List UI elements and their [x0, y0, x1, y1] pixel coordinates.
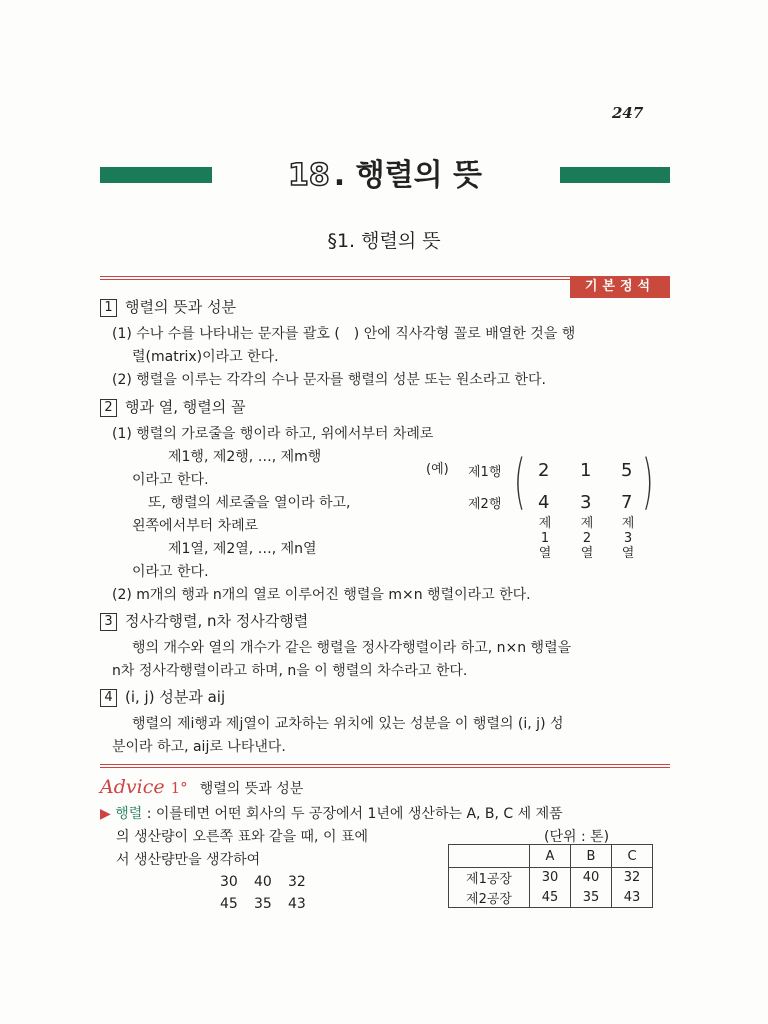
item1-heading-text: 행렬의 뜻과 성분	[125, 298, 236, 316]
section-title: §1. 행렬의 뜻	[327, 230, 441, 252]
item4-line2: 분이라 하고, aij로 나타낸다.	[112, 739, 286, 755]
table-cell: 30	[530, 868, 571, 888]
column-label-2	[577, 516, 597, 561]
example-label: (예)	[426, 462, 449, 477]
matrix-cell: 1	[580, 460, 592, 481]
item3-heading	[100, 610, 308, 631]
row-label-2: 제2행	[468, 497, 502, 512]
item1-line1: (1) 수나 수를 나타내는 문자를 괄호 ( ) 안에 직사각형 꼴로 배열한 것을 행	[112, 326, 576, 342]
chapter-bar-right	[560, 167, 670, 183]
item4-heading	[100, 686, 225, 707]
item2-line8: (2) m개의 행과 n개의 열로 이루어진 행렬을 m×n 행렬이라고 한다.	[112, 587, 531, 603]
item2-line4: 또, 행렬의 세로줄을 열이라 하고,	[148, 495, 351, 511]
chapter-bar-left	[100, 167, 212, 183]
item1-line3: (2) 행렬을 이루는 각각의 수나 문자를 행렬의 성분 또는 원소라고 한다.	[112, 372, 546, 388]
column-label-part: 열	[580, 546, 594, 561]
table-cell: 32	[612, 868, 653, 888]
table-header-cell: A	[530, 845, 571, 868]
column-label-part: 제	[621, 516, 635, 531]
matrix-cell: 5	[621, 460, 633, 481]
item4-heading-text: (i, j) 성분과 aij	[125, 688, 226, 706]
item3-heading-text: 정사각행렬, n차 정사각행렬	[125, 612, 309, 630]
item1-heading	[100, 296, 236, 317]
item2-line5: 왼쪽에서부터 차례로	[132, 518, 259, 534]
matrix-cell: 3	[580, 492, 592, 513]
number-cell: 35	[254, 896, 272, 912]
unit-label: (단위 : 톤)	[544, 829, 610, 845]
advice-keyword: 행렬	[115, 806, 143, 822]
item3-number: 3	[100, 613, 117, 631]
table-header-cell	[449, 845, 530, 868]
number-cell: 43	[288, 896, 306, 912]
number-cell: 45	[220, 896, 238, 912]
column-label-part: 1	[540, 531, 550, 546]
number-cell: 30	[220, 874, 238, 890]
item2-line3: 이라고 한다.	[132, 472, 209, 488]
advice-line1-text: : 이를테면 어떤 회사의 두 공장에서 1년에 생산하는 A, B, C 세 제품	[142, 806, 563, 822]
bottom-rule	[100, 764, 670, 768]
item2-line2: 제1행, 제2행, …, 제m행	[168, 449, 322, 465]
basic-formula-badge: 기본정석	[570, 276, 670, 298]
advice-title	[100, 776, 303, 798]
column-label-1	[535, 516, 555, 561]
table-cell: 35	[571, 887, 612, 908]
production-table	[448, 844, 653, 908]
item2-line1: (1) 행렬의 가로줄을 행이라 하고, 위에서부터 차례로	[112, 426, 434, 442]
item2-line7: 이라고 한다.	[132, 564, 209, 580]
item2-heading-text: 행과 열, 행렬의 꼴	[125, 398, 246, 416]
advice-number: 1°	[170, 779, 188, 797]
item1-line2: 렬(matrix)이라고 한다.	[132, 349, 279, 365]
table-cell: 45	[530, 887, 571, 908]
matrix-right-paren: )	[641, 447, 654, 517]
advice-heading: 행렬의 뜻과 성분	[199, 781, 304, 797]
column-label-part: 열	[538, 546, 552, 561]
advice-line1	[100, 803, 563, 823]
advice-label: Advice	[100, 776, 165, 798]
column-label-part: 제	[538, 516, 552, 531]
numbers-row-1	[220, 874, 306, 890]
table-cell: 43	[612, 887, 653, 908]
table-header-row	[449, 845, 653, 868]
item3-line2: n차 정사각행렬이라고 하며, n을 이 행렬의 차수라고 한다.	[112, 663, 468, 679]
number-cell: 32	[288, 874, 306, 890]
matrix-left-paren: (	[513, 447, 526, 517]
numbers-row-2	[220, 896, 306, 912]
triangle-bullet-icon: ▶	[100, 806, 111, 822]
item3-line1: 행의 개수와 열의 개수가 같은 행렬을 정사각행렬이라 하고, n×n 행렬을	[132, 640, 572, 656]
column-label-part: 제	[580, 516, 594, 531]
column-label-part: 3	[623, 531, 633, 546]
table-cell: 제2공장	[449, 887, 530, 908]
matrix-cell: 2	[538, 460, 550, 481]
matrix-cell: 4	[538, 492, 550, 513]
item2-line6: 제1열, 제2열, …, 제n열	[168, 541, 317, 557]
item2-number: 2	[100, 399, 117, 417]
advice-line2: 의 생산량이 오른쪽 표와 같을 때, 이 표에	[116, 829, 368, 845]
table-row	[449, 868, 653, 888]
table-header-cell: C	[612, 845, 653, 868]
table-row	[449, 887, 653, 908]
chapter-title	[220, 150, 550, 194]
item1-number: 1	[100, 299, 117, 317]
number-cell: 40	[254, 874, 272, 890]
column-label-part: 2	[582, 531, 592, 546]
column-label-3	[618, 516, 638, 561]
page-number: 247	[612, 104, 644, 122]
chapter-number: 18	[288, 158, 330, 193]
item4-number: 4	[100, 689, 117, 707]
table-header-cell: B	[571, 845, 612, 868]
matrix-cell: 7	[621, 492, 633, 513]
row-label-1: 제1행	[468, 465, 502, 480]
table-cell: 40	[571, 868, 612, 888]
column-label-part: 열	[621, 546, 635, 561]
chapter-title-text: . 행렬의 뜻	[333, 158, 482, 193]
advice-line3: 서 생산량만을 생각하여	[116, 852, 261, 868]
item2-heading	[100, 396, 246, 417]
item4-line1: 행렬의 제i행과 제j열이 교차하는 위치에 있는 성분을 이 행렬의 (i, j) 성	[132, 716, 564, 732]
table-cell: 제1공장	[449, 868, 530, 888]
